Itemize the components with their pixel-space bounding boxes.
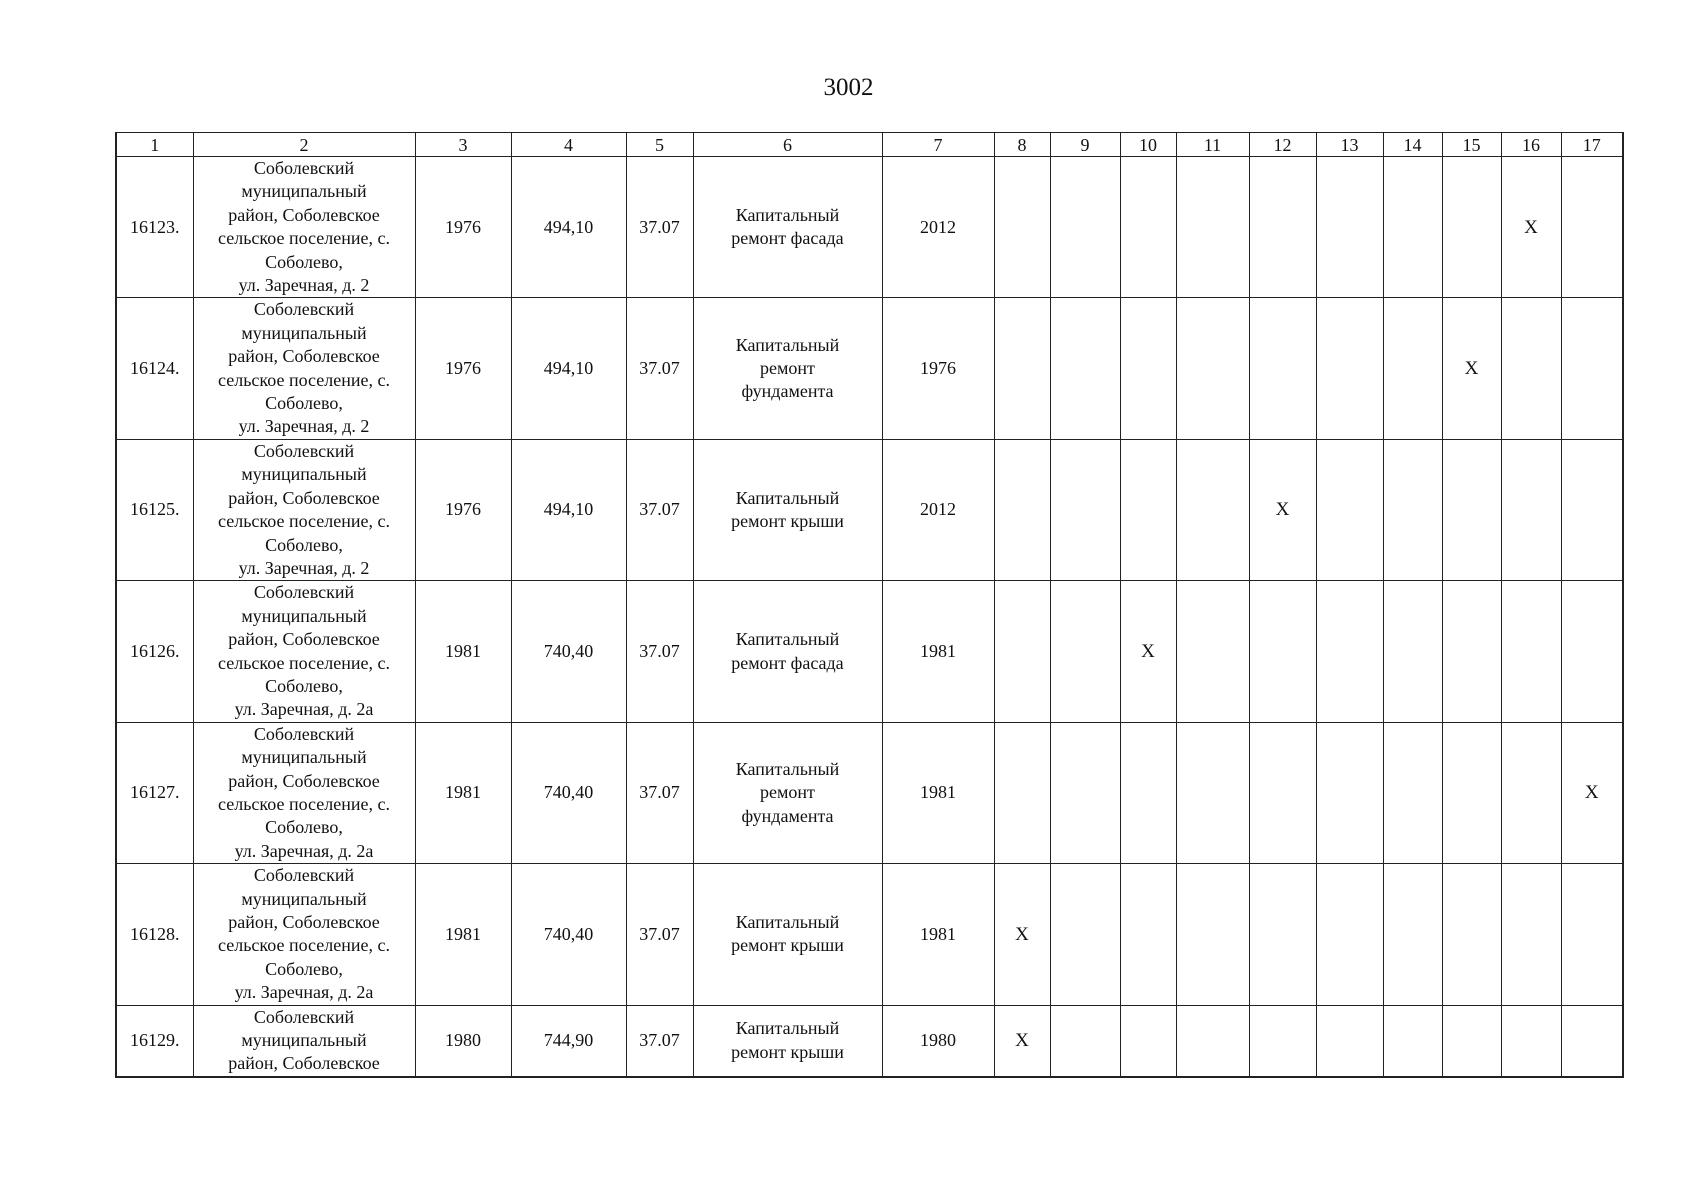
text-line: ремонт фасада	[731, 652, 844, 673]
column-number-header-row	[116, 133, 1623, 157]
text-line: муниципальный	[241, 888, 367, 909]
mark-cell-col-15	[1442, 722, 1501, 863]
work-type-cell	[693, 864, 882, 1005]
mark-cell-col-10	[1120, 1005, 1176, 1077]
text-line: ремонт фасада	[731, 228, 844, 249]
table-row	[116, 722, 1623, 863]
text-line: Капитальный	[735, 758, 840, 779]
work-year-cell: 1976	[882, 298, 994, 439]
area-cell: 744,90	[511, 1005, 626, 1077]
mark-cell-col-15	[1442, 1005, 1501, 1077]
work-type-cell	[693, 298, 882, 439]
build-year-cell: 1981	[415, 722, 511, 863]
mark-cell-col-11	[1176, 864, 1249, 1005]
address-cell	[193, 298, 415, 439]
mark-cell-col-11	[1176, 439, 1249, 580]
build-year-cell: 1976	[415, 439, 511, 580]
mark-cell-col-10	[1120, 157, 1176, 298]
mark-cell-col-17	[1561, 439, 1623, 580]
text-line: Соболево,	[265, 393, 343, 414]
page-number: 3002	[823, 74, 874, 101]
area-cell: 494,10	[511, 298, 626, 439]
mark-cell-col-17	[1561, 157, 1623, 298]
text-line: Соболевский	[253, 582, 355, 603]
mark-cell-col-15	[1442, 581, 1501, 722]
mark-cell-col-14	[1383, 581, 1442, 722]
repair-program-table	[115, 132, 1624, 1078]
column-number-3: 3	[415, 133, 511, 157]
text-line: сельское поселение, с.	[218, 511, 390, 532]
mark-cell-col-12	[1249, 864, 1316, 1005]
mark-cell-col-8	[994, 722, 1050, 863]
column-number-2: 2	[193, 133, 415, 157]
area-cell: 740,40	[511, 722, 626, 863]
column-number-7: 7	[882, 133, 994, 157]
text-line: ул. Заречная, д. 2а	[234, 982, 374, 1003]
column-number-8: 8	[994, 133, 1050, 157]
mark-cell-col-13	[1316, 581, 1383, 722]
mark-cell-col-8: X	[994, 1005, 1050, 1077]
mark-cell-col-16	[1501, 581, 1561, 722]
text-line: ремонт	[760, 782, 815, 803]
mark-cell-col-13	[1316, 722, 1383, 863]
row-number-cell: 16125.	[116, 439, 193, 580]
text-line: сельское поселение, с.	[218, 652, 390, 673]
area-cell: 494,10	[511, 439, 626, 580]
mark-cell-col-14	[1383, 1005, 1442, 1077]
text-line: Соболево,	[265, 958, 343, 979]
mark-cell-col-17	[1561, 864, 1623, 1005]
mark-cell-col-12	[1249, 157, 1316, 298]
work-type-cell	[693, 439, 882, 580]
text-line: муниципальный	[241, 605, 367, 626]
area-cell: 494,10	[511, 157, 626, 298]
mark-cell-col-13	[1316, 439, 1383, 580]
code-cell: 37.07	[626, 864, 693, 1005]
mark-cell-col-12: X	[1249, 439, 1316, 580]
mark-cell-col-12	[1249, 722, 1316, 863]
mark-cell-col-13	[1316, 1005, 1383, 1077]
text-line: район, Соболевское	[228, 912, 380, 932]
text-line: муниципальный	[241, 181, 367, 202]
mark-cell-col-9	[1050, 864, 1120, 1005]
column-number-9: 9	[1050, 133, 1120, 157]
mark-cell-col-17	[1561, 298, 1623, 439]
mark-cell-col-13	[1316, 864, 1383, 1005]
mark-cell-col-9	[1050, 439, 1120, 580]
mark-cell-col-10	[1120, 864, 1176, 1005]
row-number-cell: 16126.	[116, 581, 193, 722]
mark-cell-col-10	[1120, 722, 1176, 863]
mark-cell-col-8	[994, 298, 1050, 439]
text-line: ул. Заречная, д. 2а	[234, 699, 374, 720]
text-line: район, Соболевское	[228, 346, 380, 367]
text-line: Соболевский	[253, 440, 355, 461]
build-year-cell: 1976	[415, 157, 511, 298]
build-year-cell: 1980	[415, 1005, 511, 1077]
mark-cell-col-11	[1176, 581, 1249, 722]
code-cell: 37.07	[626, 581, 693, 722]
column-number-11: 11	[1176, 133, 1249, 157]
area-cell: 740,40	[511, 581, 626, 722]
column-number-4: 4	[511, 133, 626, 157]
column-number-16: 16	[1501, 133, 1561, 157]
text-line: Капитальный	[735, 912, 840, 932]
text-line: муниципальный	[241, 747, 367, 768]
mark-cell-col-14	[1383, 298, 1442, 439]
code-cell: 37.07	[626, 1005, 693, 1077]
address-cell	[193, 581, 415, 722]
mark-cell-col-8	[994, 581, 1050, 722]
work-year-cell: 2012	[882, 157, 994, 298]
code-cell: 37.07	[626, 157, 693, 298]
text-line: Капитальный	[735, 204, 840, 225]
mark-cell-col-15: X	[1442, 298, 1501, 439]
address-cell	[193, 439, 415, 580]
table-row	[116, 439, 1623, 580]
text-line: Соболевский	[253, 299, 355, 320]
text-line: муниципальный	[241, 464, 367, 485]
row-number-cell: 16129.	[116, 1005, 193, 1077]
text-line: район, Соболевское	[228, 204, 380, 225]
column-number-6: 6	[693, 133, 882, 157]
build-year-cell: 1981	[415, 864, 511, 1005]
text-line: район, Соболевское	[228, 1053, 380, 1074]
mark-cell-col-14	[1383, 864, 1442, 1005]
code-cell: 37.07	[626, 439, 693, 580]
mark-cell-col-13	[1316, 157, 1383, 298]
text-line: ул. Заречная, д. 2а	[234, 840, 374, 861]
mark-cell-col-8: X	[994, 864, 1050, 1005]
mark-cell-col-16	[1501, 864, 1561, 1005]
mark-cell-col-9	[1050, 581, 1120, 722]
mark-cell-col-8	[994, 439, 1050, 580]
text-line: район, Соболевское	[228, 487, 380, 508]
table-row	[116, 864, 1623, 1005]
column-number-14: 14	[1383, 133, 1442, 157]
row-number-cell: 16127.	[116, 722, 193, 863]
text-line: Капитальный	[735, 334, 840, 355]
table-row	[116, 298, 1623, 439]
mark-cell-col-10	[1120, 298, 1176, 439]
mark-cell-col-9	[1050, 1005, 1120, 1077]
mark-cell-col-15	[1442, 157, 1501, 298]
mark-cell-col-16	[1501, 439, 1561, 580]
text-line: сельское поселение, с.	[218, 935, 390, 956]
text-line: сельское поселение, с.	[218, 228, 390, 249]
mark-cell-col-9	[1050, 298, 1120, 439]
mark-cell-col-17	[1561, 581, 1623, 722]
mark-cell-col-12	[1249, 1005, 1316, 1077]
text-line: Соболевский	[253, 865, 355, 886]
text-line: район, Соболевское	[228, 770, 380, 791]
mark-cell-col-14	[1383, 439, 1442, 580]
address-cell	[193, 157, 415, 298]
work-year-cell: 1981	[882, 581, 994, 722]
text-line: Соболево,	[265, 534, 343, 555]
mark-cell-col-12	[1249, 581, 1316, 722]
work-year-cell: 2012	[882, 439, 994, 580]
text-line: Соболевский	[253, 723, 355, 744]
text-line: Соболево,	[265, 251, 343, 272]
text-line: Капитальный	[735, 1018, 840, 1039]
text-line: муниципальный	[241, 322, 367, 343]
mark-cell-col-16: X	[1501, 157, 1561, 298]
work-type-cell	[693, 581, 882, 722]
work-year-cell: 1980	[882, 1005, 994, 1077]
column-number-1: 1	[116, 133, 193, 157]
mark-cell-col-8	[994, 157, 1050, 298]
table-row	[116, 1005, 1623, 1077]
build-year-cell: 1976	[415, 298, 511, 439]
text-line: Соболевский	[253, 1006, 355, 1027]
mark-cell-col-10	[1120, 439, 1176, 580]
text-line: Соболево,	[265, 675, 343, 696]
work-year-cell: 1981	[882, 722, 994, 863]
text-line: фундамента	[741, 805, 834, 826]
row-number-cell: 16124.	[116, 298, 193, 439]
text-line: сельское поселение, с.	[218, 369, 390, 390]
code-cell: 37.07	[626, 298, 693, 439]
mark-cell-col-13	[1316, 298, 1383, 439]
column-number-13: 13	[1316, 133, 1383, 157]
mark-cell-col-17	[1561, 1005, 1623, 1077]
work-year-cell: 1981	[882, 864, 994, 1005]
text-line: фундамента	[741, 381, 834, 402]
work-type-cell	[693, 1005, 882, 1077]
mark-cell-col-17: X	[1561, 722, 1623, 863]
text-line: район, Соболевское	[228, 629, 380, 650]
mark-cell-col-11	[1176, 722, 1249, 863]
table-row	[116, 581, 1623, 722]
column-number-17: 17	[1561, 133, 1623, 157]
text-line: ремонт	[760, 357, 815, 378]
table-body	[116, 157, 1623, 1077]
work-type-cell	[693, 157, 882, 298]
table-row	[116, 157, 1623, 298]
text-line: Соболевский	[253, 158, 355, 178]
text-line: ремонт крыши	[731, 935, 844, 956]
text-line: ремонт крыши	[731, 511, 844, 532]
row-number-cell: 16128.	[116, 864, 193, 1005]
mark-cell-col-16	[1501, 722, 1561, 863]
text-line: ул. Заречная, д. 2	[238, 416, 370, 437]
mark-cell-col-11	[1176, 298, 1249, 439]
text-line: муниципальный	[241, 1030, 367, 1051]
mark-cell-col-14	[1383, 722, 1442, 863]
work-type-cell	[693, 722, 882, 863]
address-cell	[193, 864, 415, 1005]
mark-cell-col-15	[1442, 864, 1501, 1005]
text-line: Капитальный	[735, 629, 840, 650]
column-number-10: 10	[1120, 133, 1176, 157]
mark-cell-col-10: X	[1120, 581, 1176, 722]
mark-cell-col-14	[1383, 157, 1442, 298]
mark-cell-col-15	[1442, 439, 1501, 580]
build-year-cell: 1981	[415, 581, 511, 722]
column-number-15: 15	[1442, 133, 1501, 157]
mark-cell-col-11	[1176, 157, 1249, 298]
code-cell: 37.07	[626, 722, 693, 863]
mark-cell-col-12	[1249, 298, 1316, 439]
text-line: сельское поселение, с.	[218, 793, 390, 814]
mark-cell-col-16	[1501, 1005, 1561, 1077]
mark-cell-col-9	[1050, 722, 1120, 863]
area-cell: 740,40	[511, 864, 626, 1005]
mark-cell-col-16	[1501, 298, 1561, 439]
mark-cell-col-9	[1050, 157, 1120, 298]
address-cell	[193, 1005, 415, 1077]
column-number-5: 5	[626, 133, 693, 157]
text-line: ремонт крыши	[731, 1041, 844, 1062]
text-line: ул. Заречная, д. 2	[238, 557, 370, 578]
row-number-cell: 16123.	[116, 157, 193, 298]
text-line: ул. Заречная, д. 2	[238, 275, 370, 296]
text-line: Капитальный	[735, 487, 840, 508]
text-line: Соболево,	[265, 817, 343, 838]
column-number-12: 12	[1249, 133, 1316, 157]
address-cell	[193, 722, 415, 863]
mark-cell-col-11	[1176, 1005, 1249, 1077]
